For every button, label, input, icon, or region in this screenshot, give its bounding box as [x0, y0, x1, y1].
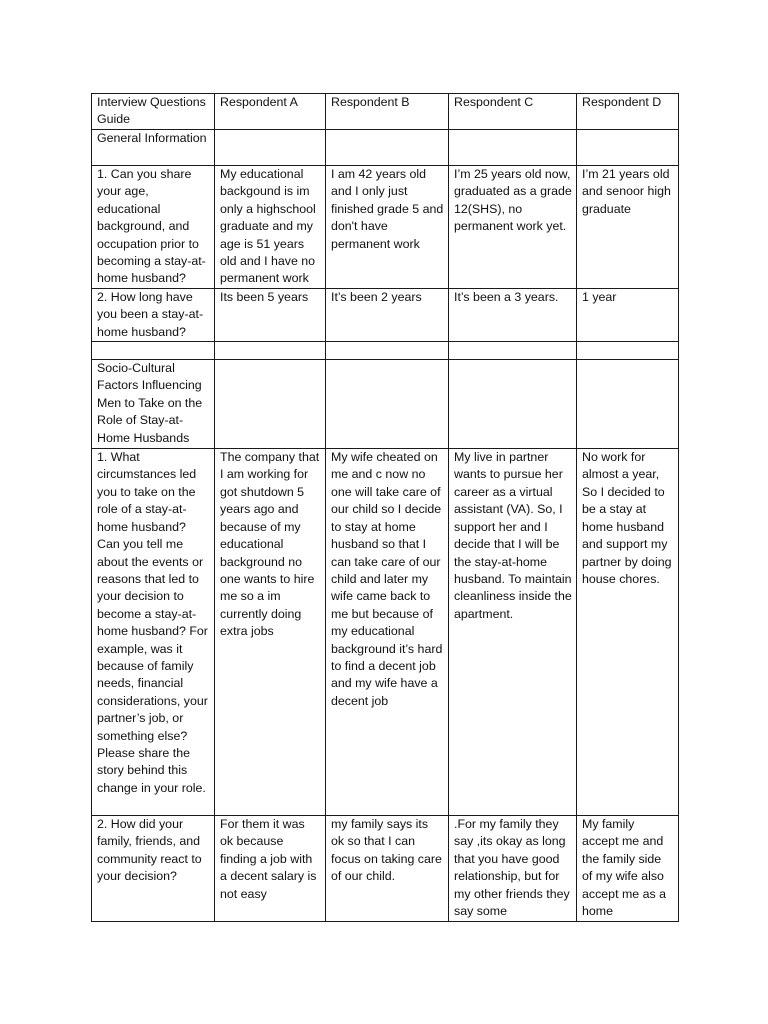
answer-cell-a: Its been 5 years	[215, 288, 326, 341]
answer-cell-c: I’m 25 years old now, graduated as a grade 12(SHS), no permanent work yet.	[449, 166, 577, 289]
empty-cell	[326, 342, 449, 360]
empty-cell	[449, 360, 577, 449]
answer-cell-d: 1 year	[577, 288, 679, 341]
question-row-circumstances	[92, 449, 679, 816]
question-row-age-education	[92, 166, 679, 289]
answer-cell-a: The company that I am working for got shutdown 5 years ago and because of my educational background no one wants to hire me so a im currently doing extra jobs	[215, 449, 326, 816]
answer-cell-b: I am 42 years old and I only just finished grade 5 and don't have permanent work	[326, 166, 449, 289]
header-respondent-b: Respondent B	[326, 94, 449, 130]
answer-cell-d: My family accept me and the family side of my wife also accept me as a home	[577, 816, 679, 922]
answer-cell-b: My wife cheated on me and c now no one will take care of our child so I decide to stay at home husband so that I can take care of our child and later my wife came back to me but because of my educational background it’s hard to find a decent job and my wife have a decent job	[326, 449, 449, 816]
empty-cell	[577, 360, 679, 449]
general-section-row	[92, 130, 679, 166]
answer-cell-c: .For my family they say ,its okay as long that you have good relationship, but for my other friends they say some	[449, 816, 577, 922]
header-respondent-d: Respondent D	[577, 94, 679, 130]
header-guide: Interview Questions Guide	[92, 94, 215, 130]
empty-cell	[215, 342, 326, 360]
question-cell: 1. What circumstances led you to take on the role of a stay-at-home husband? Can you tell me about the events or reasons that led to your decision to become a stay-at-home husband? For example, was it because of family needs, financial considerations, your partner’s job, or something else? Please share the story behind this change in your role.	[92, 449, 215, 816]
answer-cell-a: My educational backgound is im only a highschool graduate and my age is 51 years old and I have no permanent work	[215, 166, 326, 289]
header-row	[92, 94, 679, 130]
empty-cell	[215, 130, 326, 166]
empty-cell	[92, 342, 215, 360]
answer-cell-a: For them it was ok because finding a job with a decent salary is not easy	[215, 816, 326, 922]
socio-cultural-section-row	[92, 360, 679, 449]
answer-cell-c: It’s been a 3 years.	[449, 288, 577, 341]
header-respondent-c: Respondent C	[449, 94, 577, 130]
answer-cell-d: No work for almost a year, So I decided to be a stay at home husband and support my partner by doing house chores.	[577, 449, 679, 816]
answer-cell-d: I’m 21 years old and senoor high graduate	[577, 166, 679, 289]
socio-cultural-section-title: Socio-Cultural Factors Influencing Men to Take on the Role of Stay-at-Home Husbands	[92, 360, 215, 449]
empty-cell	[326, 130, 449, 166]
empty-cell	[326, 360, 449, 449]
answer-cell-c: My live in partner wants to pursue her career as a virtual assistant (VA). So, I support her and I decide that I will be the stay-at-home husband. To maintain cleanliness inside the apartment.	[449, 449, 577, 816]
empty-cell	[449, 342, 577, 360]
empty-cell	[577, 342, 679, 360]
empty-cell	[577, 130, 679, 166]
general-section-title: General Information	[92, 130, 215, 166]
question-row-duration	[92, 288, 679, 341]
blank-row	[92, 342, 679, 360]
question-cell: 1. Can you share your age, educational background, and occupation prior to becoming a stay-at-home husband?	[92, 166, 215, 289]
question-row-reaction	[92, 816, 679, 922]
empty-cell	[449, 130, 577, 166]
answer-cell-b: my family says its ok so that I can focus on taking care of our child.	[326, 816, 449, 922]
question-cell: 2. How long have you been a stay-at-home husband?	[92, 288, 215, 341]
header-respondent-a: Respondent A	[215, 94, 326, 130]
empty-cell	[215, 360, 326, 449]
question-cell: 2. How did your family, friends, and community react to your decision?	[92, 816, 215, 922]
interview-table	[91, 93, 679, 922]
answer-cell-b: It’s been 2 years	[326, 288, 449, 341]
